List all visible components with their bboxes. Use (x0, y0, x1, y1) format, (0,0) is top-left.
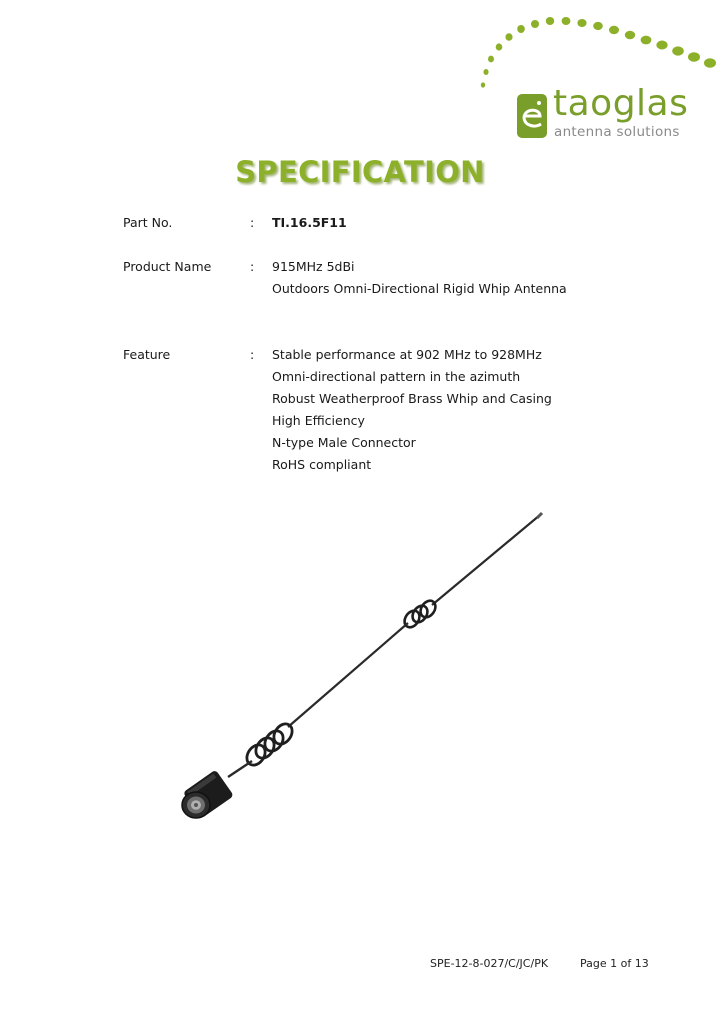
footer-page-number: Page 1 of 13 (580, 957, 649, 970)
spec-label-part-no: Part No. (123, 215, 173, 230)
spec-label-product-name: Product Name (123, 259, 212, 274)
feature-item: N-type Male Connector (272, 435, 416, 450)
feature-item: High Efficiency (272, 413, 365, 428)
feature-item: RoHS compliant (272, 457, 372, 472)
brand-name: taoglas (553, 83, 689, 124)
brand-logo (517, 83, 692, 142)
spec-separator: : (250, 259, 255, 274)
feature-item: Stable performance at 902 MHz to 928MHz (272, 347, 542, 362)
spec-label-feature: Feature (123, 347, 171, 362)
brand-tagline: antenna solutions (554, 124, 680, 140)
feature-item: Omni-directional pattern in the azimuth (272, 369, 521, 384)
spec-separator: : (250, 347, 255, 362)
spec-value-product-name-line: 915MHz 5dBi (272, 259, 355, 274)
footer-document-code: SPE-12-8-027/C/JC/PK (430, 957, 549, 970)
antenna-product-image (170, 505, 560, 835)
document-title: SPECIFICATION (235, 155, 485, 189)
spec-value-product-name-line: Outdoors Omni-Directional Rigid Whip Antenna (272, 281, 567, 296)
spec-separator: : (250, 215, 255, 230)
brand-logo-icon (517, 94, 547, 138)
feature-item: Robust Weatherproof Brass Whip and Casing (272, 391, 552, 406)
spec-value-part-no: TI.16.5F11 (272, 215, 347, 230)
